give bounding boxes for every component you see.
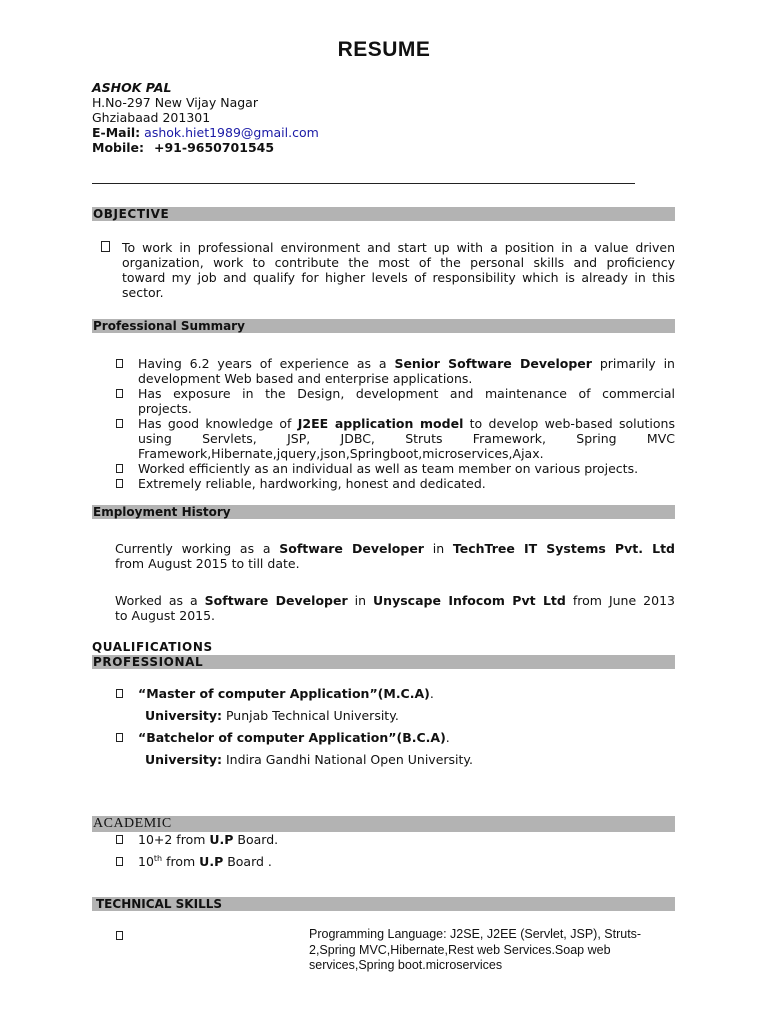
list-item: Worked efficiently as an individual as well as team member on various projects. xyxy=(115,461,675,476)
skills-line: 2,Spring MVC,Hibernate,Rest web Services.Soap web xyxy=(309,942,611,957)
summary-heading: Professional Summary xyxy=(92,319,675,333)
skills-line: Programming Language: J2SE, J2EE (Servlet, JSP), Struts- xyxy=(309,927,642,941)
academic-list xyxy=(115,829,675,873)
professional-subheading: PROFESSIONAL xyxy=(92,655,675,669)
page-title: RESUME xyxy=(337,38,431,61)
box-bullet-icon xyxy=(116,479,123,488)
box-bullet-icon xyxy=(116,389,123,398)
skills-line: services,Spring boot.microservices xyxy=(309,958,503,972)
summary-list xyxy=(115,356,675,491)
mobile-row xyxy=(92,140,319,155)
university-mca: University: Punjab Technical University. xyxy=(145,708,399,723)
employment-entry-current: Currently working as a Software Developer in TechTree IT Systems Pvt. Ltd from August 2015 to till date. xyxy=(115,541,675,571)
email-link[interactable]: ashok.hiet1989@gmail.com xyxy=(144,125,319,140)
qualifications-heading: QUALIFICATIONS xyxy=(92,640,213,654)
contact-block xyxy=(92,80,319,155)
box-bullet-icon xyxy=(116,733,123,742)
address-line-1: H.No-297 New Vijay Nagar xyxy=(92,95,258,110)
list-item: Has good knowledge of J2EE application model to develop web-based solutions using Servlets, JSP, JDBC, Struts Framework, Spring MVC Framework,Hibernate,jquery,json,Springboot,microservices,Ajax. xyxy=(115,416,675,461)
objective-line: sector. xyxy=(122,285,164,300)
objective-heading: OBJECTIVE xyxy=(92,207,675,221)
academic-heading: ACADEMIC xyxy=(92,816,675,832)
objective-line: organization, work to contribute the most of the personal skills and proficiency xyxy=(122,255,675,270)
header-divider xyxy=(92,183,635,184)
email-label: E-Mail: xyxy=(92,125,141,140)
box-bullet-icon xyxy=(116,359,123,368)
list-item: Has exposure in the Design, development and maintenance of commercial projects. xyxy=(115,386,675,416)
address-line-2: Ghziabaad 201301 xyxy=(92,110,211,125)
box-bullet-icon xyxy=(116,689,123,698)
candidate-name: ASHOK PAL xyxy=(92,80,172,95)
university-bca: University: Indira Gandhi National Open University. xyxy=(145,752,473,767)
objective-text xyxy=(122,240,675,300)
degree-mca: “Master of computer Application”(M.C.A). xyxy=(115,686,675,701)
checkbox-bullet-icon xyxy=(101,241,110,252)
box-bullet-icon xyxy=(116,419,123,428)
objective-line: toward my job and qualify for higher levels of responsibility which is already in this xyxy=(122,270,675,285)
employment-entry-previous: Worked as a Software Developer in Unyscape Infocom Pvt Ltd from June 2013 to August 2015. xyxy=(115,593,675,623)
list-item: 10th from U.P Board . xyxy=(115,851,675,873)
qualification-list xyxy=(115,686,675,767)
list-item: Having 6.2 years of experience as a Senior Software Developer primarily in development Web based and enterprise applications. xyxy=(115,356,675,386)
mobile-label: Mobile: xyxy=(92,140,145,155)
degree-bca: “Batchelor of computer Application”(B.C.A). xyxy=(115,730,675,745)
mobile-number: +91-9650701545 xyxy=(154,140,275,155)
employment-heading: Employment History xyxy=(92,505,675,519)
list-item: 10+2 from U.P Board. xyxy=(115,829,675,851)
box-bullet-icon xyxy=(116,857,123,866)
technical-skills-text xyxy=(309,927,689,974)
email-row xyxy=(92,125,319,140)
technical-skills-heading: TECHNICAL SKILLS xyxy=(92,897,675,911)
box-bullet-icon xyxy=(116,931,123,940)
box-bullet-icon xyxy=(116,835,123,844)
box-bullet-icon xyxy=(116,464,123,473)
list-item: Extremely reliable, hardworking, honest and dedicated. xyxy=(115,476,675,491)
objective-line: To work in professional environment and start up with a position in a value driven xyxy=(122,240,675,255)
